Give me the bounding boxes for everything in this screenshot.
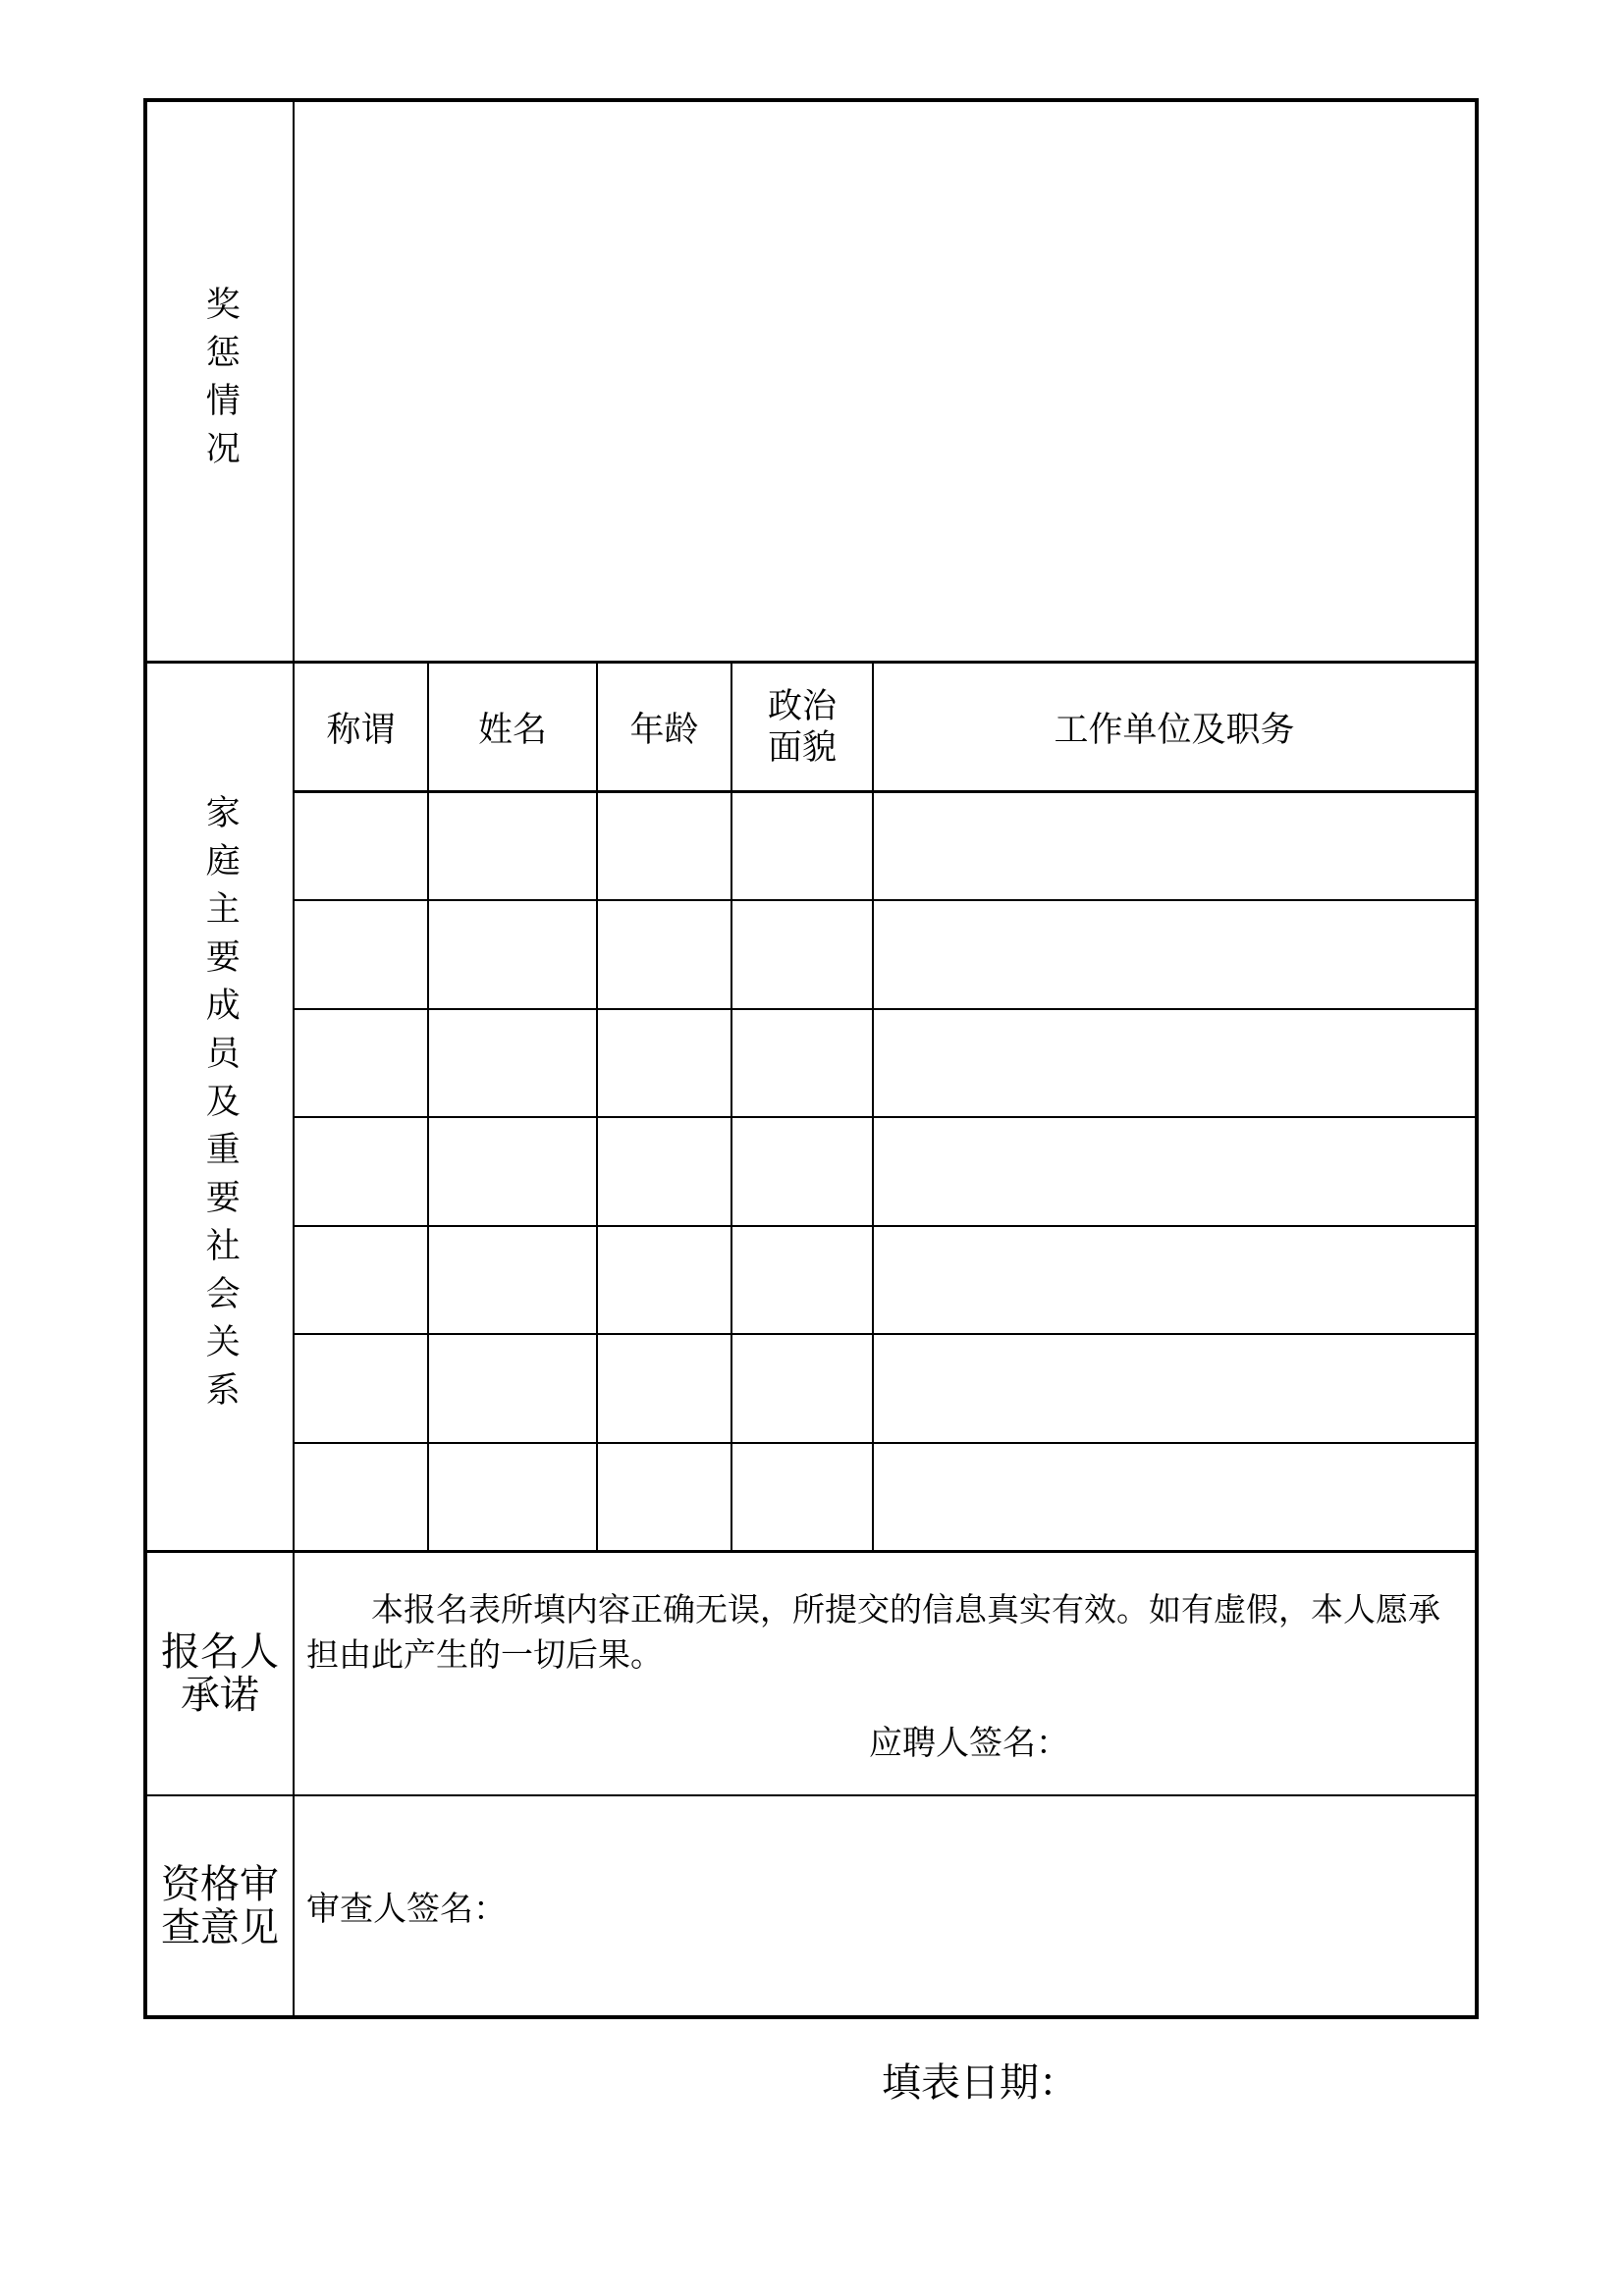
review-section bbox=[147, 1794, 1475, 2015]
family-row bbox=[295, 1333, 1475, 1441]
family-cell bbox=[295, 793, 427, 899]
family-cell bbox=[596, 1118, 731, 1224]
family-cell bbox=[872, 1118, 1475, 1224]
family-col-header-name: 姓名 bbox=[427, 664, 596, 790]
reviewer-signature-label: 审查人签名： bbox=[306, 1892, 507, 1928]
family-cell bbox=[872, 901, 1475, 1007]
family-rows bbox=[295, 793, 1475, 1550]
family-cell bbox=[427, 1227, 596, 1333]
family-table bbox=[295, 664, 1475, 1550]
family-cell bbox=[872, 1010, 1475, 1116]
rewards-content-cell bbox=[295, 102, 1475, 661]
family-cell bbox=[872, 1444, 1475, 1550]
family-col-header-political-status: 政治面貌 bbox=[731, 664, 872, 790]
promise-content-cell bbox=[295, 1553, 1475, 1794]
family-col-header-workunit-position: 工作单位及职务 bbox=[872, 664, 1475, 790]
family-cell bbox=[872, 793, 1475, 899]
family-cell bbox=[295, 1335, 427, 1441]
family-cell bbox=[731, 1335, 872, 1441]
family-cell bbox=[596, 1335, 731, 1441]
family-cell bbox=[731, 901, 872, 1007]
family-cell bbox=[427, 1118, 596, 1224]
family-col-header-relation: 称谓 bbox=[326, 710, 396, 749]
promise-label-cell bbox=[147, 1553, 295, 1794]
family-row bbox=[295, 1008, 1475, 1116]
family-cell bbox=[427, 793, 596, 899]
family-cell bbox=[596, 1010, 731, 1116]
family-cell bbox=[596, 901, 731, 1007]
family-cell bbox=[427, 1444, 596, 1550]
family-cell bbox=[872, 1335, 1475, 1441]
family-row bbox=[295, 1116, 1475, 1224]
family-cell bbox=[295, 1118, 427, 1224]
review-label: 资格审查意见 bbox=[161, 1861, 279, 1949]
fill-date-label: 填表日期： bbox=[882, 2060, 1078, 2105]
family-cell bbox=[731, 1227, 872, 1333]
family-cell bbox=[427, 1010, 596, 1116]
review-label-cell bbox=[147, 1796, 295, 2015]
rewards-label: 奖惩情况 bbox=[201, 285, 241, 478]
family-cell bbox=[596, 793, 731, 899]
family-cell bbox=[731, 1118, 872, 1224]
family-row bbox=[295, 1442, 1475, 1550]
family-cell bbox=[295, 901, 427, 1007]
promise-label: 报名人承诺 bbox=[161, 1629, 279, 1717]
family-header-row bbox=[295, 664, 1475, 793]
family-row bbox=[295, 899, 1475, 1007]
family-cell bbox=[731, 793, 872, 899]
family-section bbox=[147, 661, 1475, 1550]
review-content-cell bbox=[295, 1796, 1475, 2015]
family-row bbox=[295, 793, 1475, 899]
family-cell bbox=[295, 1227, 427, 1333]
promise-section bbox=[147, 1550, 1475, 1794]
family-cell bbox=[295, 1444, 427, 1550]
family-cell bbox=[427, 901, 596, 1007]
family-cell bbox=[427, 1335, 596, 1441]
family-col-header-age: 年龄 bbox=[596, 664, 731, 790]
promise-statement: 本报名表所填内容正确无误，所提交的信息真实有效。如有虚假，本人愿承担由此产生的一切后果。 bbox=[306, 1593, 1440, 1674]
applicant-signature-label: 应聘人签名： bbox=[869, 1726, 1069, 1762]
application-form-table bbox=[143, 98, 1479, 2019]
rewards-label-cell bbox=[147, 102, 295, 661]
family-cell bbox=[596, 1227, 731, 1333]
family-label: 家庭主要成员及重要社会关系 bbox=[201, 794, 241, 1419]
family-cell bbox=[731, 1444, 872, 1550]
family-cell bbox=[731, 1010, 872, 1116]
family-cell bbox=[872, 1227, 1475, 1333]
family-cell bbox=[596, 1444, 731, 1550]
family-cell bbox=[295, 1010, 427, 1116]
rewards-section bbox=[147, 102, 1475, 661]
family-label-cell bbox=[147, 664, 295, 1550]
family-row bbox=[295, 1225, 1475, 1333]
